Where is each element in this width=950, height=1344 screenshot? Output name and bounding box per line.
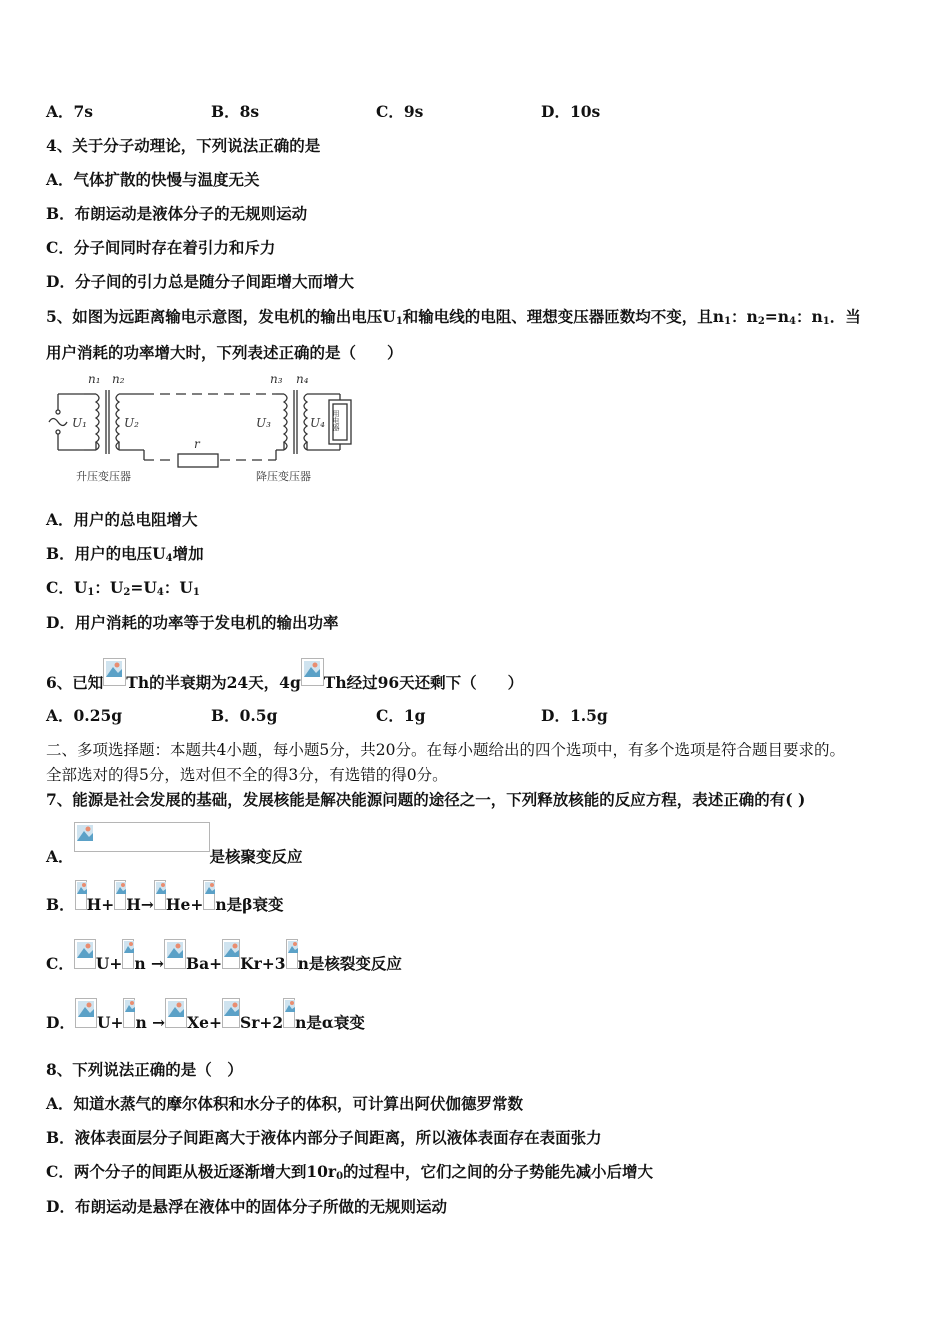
q3-option-c: C．9s (376, 102, 424, 121)
q5-option-d: D．用户消耗的功率等于发电机的输出功率 (46, 613, 339, 632)
label-u3: U₃ (256, 416, 271, 430)
broken-image-icon (74, 822, 210, 852)
q5-stem-line2: 用户消耗的功率增大时，下列表述正确的是（ ） (46, 343, 403, 362)
label-u2: U₂ (124, 416, 139, 430)
q3-option-d: D．10s (541, 102, 601, 121)
q6-option-c: C．1g (376, 706, 426, 725)
q7-stem: 7、能源是社会发展的基础，发展核能是解决能源问题的途径之一，下列释放核能的反应方程，表述正确的有( ) (46, 790, 806, 809)
broken-image-icon (74, 939, 96, 969)
q3-options (46, 102, 706, 122)
transmission-diagram (44, 372, 364, 484)
q4-option-d: D．分子间的引力总是随分子间距增大而增大 (46, 272, 354, 291)
broken-image-icon (123, 998, 135, 1028)
q4-option-b: B．布朗运动是液体分子的无规则运动 (46, 204, 308, 223)
q5-option-c: C．$U_1$：$U_2=U_4$：$U_1$ (46, 578, 200, 598)
q3-option-b: B．8s (211, 102, 260, 121)
caption-step-up: 升压变压器 (76, 470, 131, 483)
broken-image-icon (165, 998, 187, 1028)
q6-option-d: D．1.5g (541, 706, 608, 725)
label-n2: n₂ (112, 372, 125, 386)
broken-image-icon (222, 939, 240, 969)
broken-image-icon (154, 880, 166, 910)
q3-option-a: A．7s (46, 102, 94, 121)
broken-image-icon (75, 998, 97, 1028)
q5-option-b: B．用户的电压$U_4$增加 (46, 544, 204, 564)
broken-image-icon (103, 658, 126, 686)
q7-option-c: C． U+ n → Ba+ Kr+3 n是核裂变反应 (46, 939, 402, 974)
broken-image-icon (164, 939, 186, 969)
broken-image-icon (203, 880, 215, 910)
q5-option-a: A．用户的总电阻增大 (46, 510, 198, 529)
q4-option-a: A．气体扩散的快慢与温度无关 (46, 170, 260, 189)
q8-option-c: C．两个分子的间距从极近逐渐增大到$10r_0$的过程中，它们之间的分子势能先减小后增大 (46, 1162, 654, 1182)
label-u1: U₁ (72, 416, 87, 430)
q7-option-a: A． 是核聚变反应 (46, 822, 303, 867)
label-n1: n₁ (88, 372, 101, 386)
q4-option-c: C．分子间同时存在着引力和斥力 (46, 238, 276, 257)
q8-option-b: B．液体表面层分子间距离大于液体内部分子间距离，所以液体表面存在表面张力 (46, 1128, 602, 1147)
label-n3: n₃ (270, 372, 283, 386)
q8-option-d: D．布朗运动是悬浮在液体中的固体分子所做的无规则运动 (46, 1197, 447, 1216)
section2-line1: 二、多项选择题：本题共4小题，每小题5分，共20分。在每小题给出的四个选项中，有多个选项是符合题目要求的。 (46, 741, 845, 759)
q6-stem: 6、已知 Th的半衰期为24天，4g Th经过96天还剩下（ ） (46, 658, 523, 693)
q5-stem: 5、如图为远距离输电示意图，发电机的输出电压$U_1$和输电线的电阻、理想变压器匝数均不变，且$n_1$：$n_2=n_4$：$n_1$．当 (46, 307, 861, 327)
label-r: r (194, 437, 200, 451)
broken-image-icon (301, 658, 324, 686)
broken-image-icon (286, 939, 298, 969)
caption-step-down: 降压变压器 (256, 470, 311, 483)
broken-image-icon (114, 880, 126, 910)
q4-stem: 4、关于分子动理论，下列说法正确的是 (46, 136, 321, 155)
section2-line2: 全部选对的得5分，选对但不全的得3分，有选错的得0分。 (46, 766, 448, 784)
q6-option-a: A．0.25g (46, 706, 123, 725)
q7-option-b: B． H+ H→ He+ n是β衰变 (46, 880, 283, 915)
q8-option-a: A．知道水蒸气的摩尔体积和水分子的体积，可计算出阿伏伽德罗常数 (46, 1094, 524, 1113)
load-label: 用电器 (332, 410, 340, 431)
q6-option-b: B．0.5g (211, 706, 278, 725)
q6-options (46, 706, 706, 726)
broken-image-icon (283, 998, 295, 1028)
q8-stem: 8、下列说法正确的是（ ） (46, 1060, 243, 1079)
label-n4: n₄ (296, 372, 309, 386)
broken-image-icon (222, 998, 240, 1028)
broken-image-icon (75, 880, 87, 910)
broken-image-icon (122, 939, 134, 969)
q7-option-d: D． U+ n → Xe+ Sr+2 n是α衰变 (46, 998, 365, 1033)
label-u4: U₄ (310, 416, 325, 430)
